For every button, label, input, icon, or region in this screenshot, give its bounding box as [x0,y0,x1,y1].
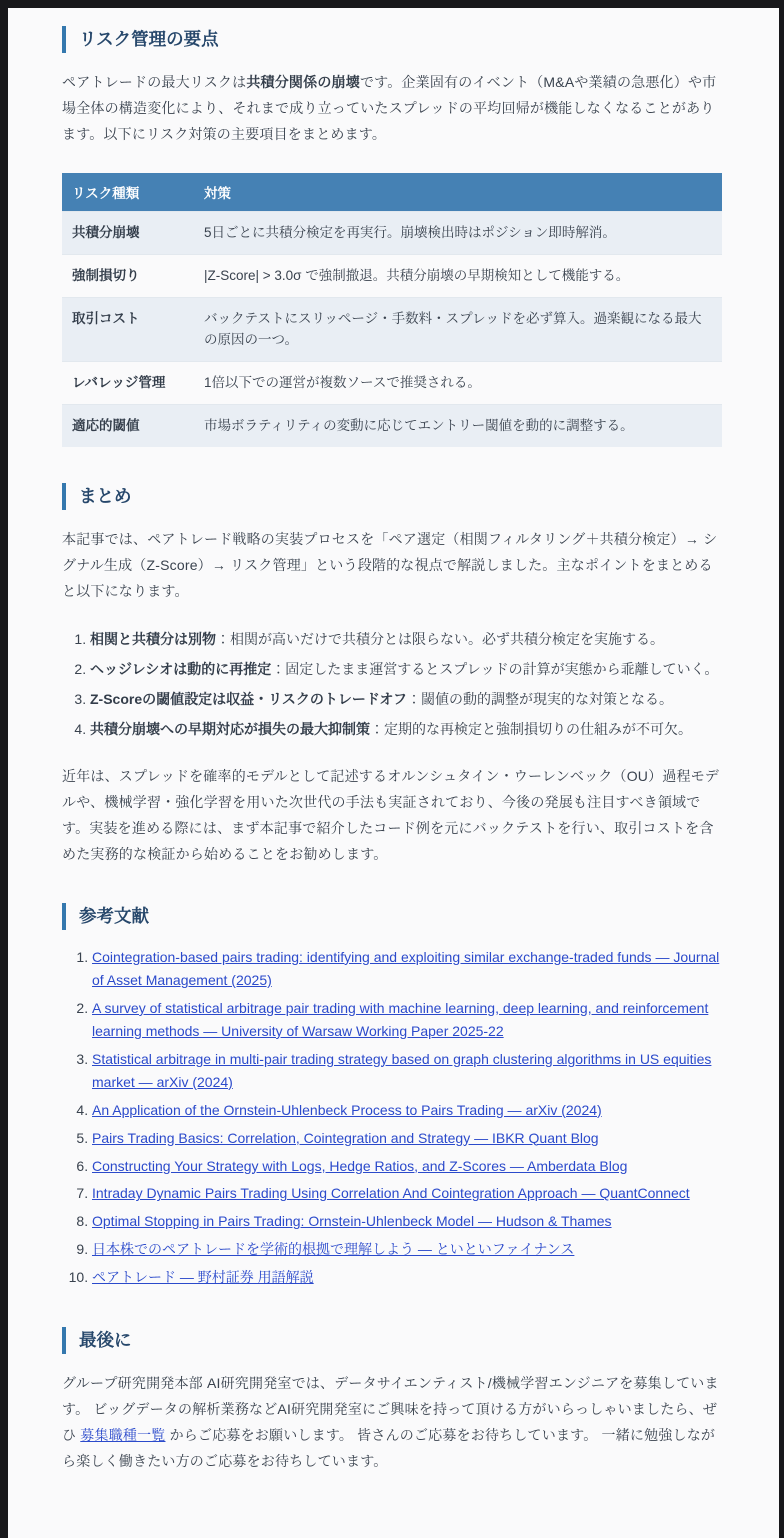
list-item [90,658,722,681]
point-bold: 共積分崩壊への早期対応が損失の最大抑制策 [90,721,370,738]
closing-pre: グループ研究開発本部 AI研究開発室では、データサイエンティスト/機械学習エンジニアを募集しています。 ビッグデータの解析業務などAI研究開発室にご興味を持って頂ける方がいらっしゃいましたら、ぜひ [62,1375,719,1444]
risk-table [62,173,722,448]
point-rest: ：相関が高いだけで共積分とは限らない。必ず共積分検定を実施する。 [216,631,664,648]
summary-intro-paragraph: 本記事では、ペアトレード戦略の実装プロセスを「ペア選定（相関フィルタリング＋共積分検定）→ シグナル生成（Z-Score）→ リスク管理」という段階的な視点で解説しました。主なポイントをまとめると以下になります。 [62,531,718,600]
reference-link[interactable]: Statistical arbitrage in multi-pair trading strategy based on graph clustering algorithms in US equities market — arXiv (2024) [92,1050,712,1090]
reference-link[interactable]: Constructing Your Strategy with Logs, Hedge Ratios, and Z-Scores — Amberdata Blog [92,1157,628,1174]
summary-points-list [62,628,722,741]
risk-table-head [62,173,722,212]
article-page [8,8,779,1538]
section-risk-management [62,26,722,447]
point-rest: ：閾値の動的調整が現実的な対策となる。 [407,691,674,708]
risk-intro-post: です。企業固有のイベント（M&Aや業績の急悪化）や市場全体の構造変化により、それまで成り立っていたスプレッドの平均回帰が機能しなくなることがあります。以下にリスク対策の主要項目をまとめます。 [62,73,717,142]
list-item [92,1210,722,1233]
point-rest: ：固定したまま運営するとスプレッドの計算が実態から乖離していく。 [271,661,719,678]
risk-table-header-type: リスク種類 [62,173,194,212]
closing-paragraph [62,1370,722,1474]
reference-link[interactable]: Optimal Stopping in Pairs Trading: Ornstein-Uhlenbeck Model — Hudson & Thames [92,1213,612,1230]
summary-section-heading: まとめ [62,483,722,510]
risk-measure-cell: 市場ボラティリティの変動に応じてエントリー閾値を動的に調整する。 [194,405,722,448]
risk-intro-paragraph [62,69,722,147]
list-item [90,688,722,711]
reference-link[interactable]: ペアトレード — 野村証券 用語解説 [92,1269,314,1286]
risk-measure-cell: 1倍以下での運営が複数ソースで推奨される。 [194,361,722,404]
risk-type-cell: 取引コスト [62,298,194,362]
risk-measure-cell: 5日ごとに共積分検定を再実行。崩壊検出時はポジション即時解消。 [194,211,722,254]
risk-type-cell: 強制損切り [62,255,194,298]
list-item [92,946,722,992]
list-item [92,1048,722,1094]
closing-post: からご応募をお願いします。 皆さんのご応募をお待ちしています。 一緒に勉強しながら楽しく働きたい方のご応募をお待ちしています。 [62,1427,716,1470]
risk-table-header-measure: 対策 [194,173,722,212]
job-openings-link[interactable]: 募集職種一覧 [80,1427,166,1444]
list-item [92,997,722,1043]
list-item [92,1155,722,1178]
list-item [92,1099,722,1122]
section-references [62,903,722,1289]
table-row [62,211,722,254]
list-item [90,628,722,651]
table-header-row [62,173,722,212]
risk-measure-cell: バックテストにスリッページ・手数料・スプレッドを必ず算入。過楽観になる最大の原因の一つ。 [194,298,722,362]
list-item [90,718,722,741]
reference-link[interactable]: A survey of statistical arbitrage pair trading with machine learning, deep learning, and reinforcement learning methods — University of Warsaw Working Paper 2025-22 [92,999,709,1039]
reference-link[interactable]: An Application of the Ornstein-Uhlenbeck Process to Pairs Trading — arXiv (2024) [92,1101,602,1118]
risk-type-cell: 適応的閾値 [62,405,194,448]
references-list [62,946,722,1289]
risk-table-body [62,211,722,447]
list-item [92,1266,722,1289]
point-rest: ：定期的な再検定と強制損切りの仕組みが不可欠。 [370,721,692,738]
reference-link[interactable]: 日本株でのペアトレードを学術的根拠で理解しよう — といといファイナンス [92,1241,575,1258]
risk-type-cell: レバレッジ管理 [62,361,194,404]
risk-measure-cell: |Z-Score| > 3.0σ で強制撤退。共積分崩壊の早期検知として機能する。 [194,255,722,298]
table-row [62,298,722,362]
closing-section-heading: 最後に [62,1327,722,1354]
risk-intro-bold: 共積分関係の崩壊 [246,73,360,90]
point-bold: ヘッジレシオは動的に再推定 [90,661,272,678]
references-section-heading: 参考文献 [62,903,722,930]
summary-outro-paragraph: 近年は、スプレッドを確率的モデルとして記述するオルンシュタイン・ウーレンベック（OU）過程モデルや、機械学習・強化学習を用いた次世代の手法も実証されており、今後の発展も注目すべき領域です。実装を進める際には、まず本記事で紹介したコード例を元にバックテストを行い、取引コストを含めた実務的な検証から始めることをお勧めします。 [62,768,720,863]
risk-intro-pre: ペアトレードの最大リスクは [62,73,247,90]
list-item [92,1182,722,1205]
risk-type-cell: 共積分崩壊 [62,211,194,254]
reference-link[interactable]: Intraday Dynamic Pairs Trading Using Correlation And Cointegration Approach — QuantConnect [92,1185,690,1202]
list-item [92,1238,722,1261]
point-bold: 相関と共積分は別物 [90,631,216,648]
table-row [62,405,722,448]
table-row [62,255,722,298]
risk-section-heading: リスク管理の要点 [62,26,722,53]
reference-link[interactable]: Pairs Trading Basics: Correlation, Cointegration and Strategy — IBKR Quant Blog [92,1129,599,1146]
section-closing [62,1327,722,1474]
table-row [62,361,722,404]
list-item [92,1127,722,1150]
section-summary [62,483,722,867]
point-bold: Z-Scoreの閾値設定は収益・リスクのトレードオフ [90,691,408,708]
reference-link[interactable]: Cointegration-based pairs trading: identifying and exploiting similar exchange-traded funds — Journal of Asset Management (2025) [92,948,720,988]
